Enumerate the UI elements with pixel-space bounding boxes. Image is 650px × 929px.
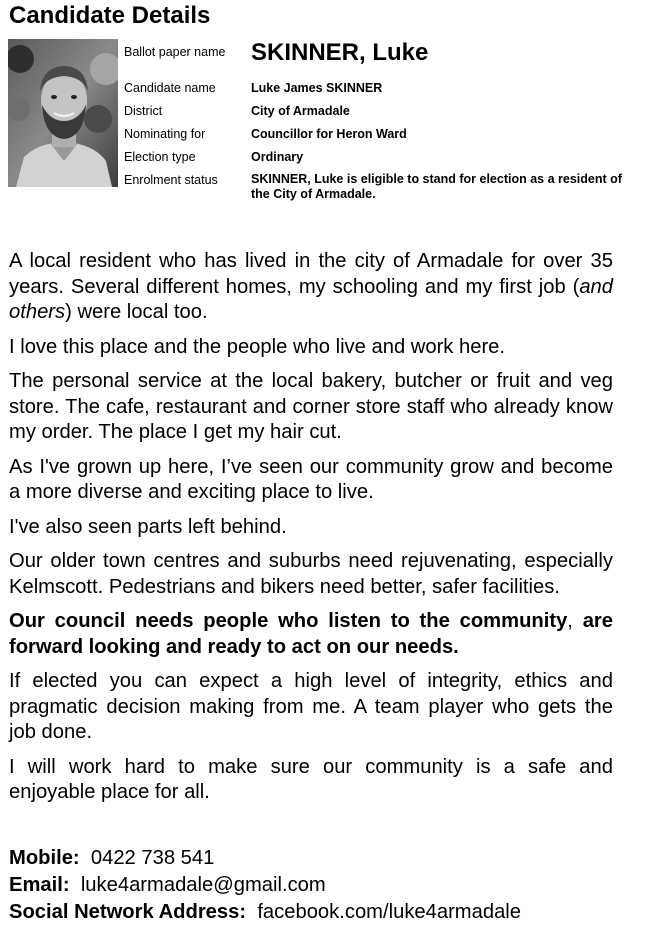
statement-paragraph: I love this place and the people who live and work here.: [9, 335, 506, 358]
detail-row: [124, 103, 644, 126]
candidate-portrait-image: [8, 39, 118, 187]
detail-value: Councillor for Heron Ward: [251, 127, 407, 141]
social-value[interactable]: facebook.com/luke4armadale: [257, 901, 522, 923]
detail-value: Luke James SKINNER: [251, 81, 383, 95]
detail-label: Election type: [124, 150, 196, 164]
detail-label: Enrolment status: [124, 173, 218, 187]
page-title: Candidate Details: [9, 2, 211, 29]
detail-value: City of Armadale: [251, 104, 350, 118]
email-label: Email:: [9, 874, 70, 896]
statement-paragraph: [9, 249, 613, 326]
statement-italic: and others: [9, 275, 613, 323]
mobile-value: 0422 738 541: [90, 847, 215, 869]
statement-paragraph: The personal service at the local bakery, butcher or fruit and veg store. The cafe, restaurant and corner store staff who already know my order. The place I get my hair cut.: [9, 370, 613, 443]
ballot-label: Ballot paper name: [124, 45, 226, 59]
detail-value: Ordinary: [251, 150, 304, 164]
candidate-photo: [8, 39, 118, 187]
statement-paragraph: As I've grown up here, I’ve seen our community grow and become a more diverse and exciting place to live.: [9, 455, 613, 503]
ballot-row: [124, 39, 644, 80]
mobile-label: Mobile:: [9, 847, 80, 869]
statement-text: ,: [567, 610, 583, 632]
candidate-details-table: [124, 39, 644, 201]
mobile-line: [9, 845, 639, 872]
ballot-name: SKINNER, Luke: [251, 39, 429, 66]
contact-details: [9, 845, 639, 926]
detail-value: SKINNER, Luke is eligible to stand for election as a resident of the City of Armadale.: [251, 172, 622, 201]
statement-paragraph: Our older town centres and suburbs need rejuvenating, especially Kelmscott. Pedestrians and bikers need better, safer facilities.: [9, 550, 613, 598]
statement-text: ) were local too.: [65, 301, 208, 323]
detail-label: Candidate name: [124, 81, 216, 95]
detail-label: Nominating for: [124, 127, 206, 141]
candidate-statement: [9, 249, 613, 815]
email-line: [9, 872, 639, 899]
statement-text: A local resident who has lived in the city of Armadale for over 35 years. Several different homes, my schooling and my first job (: [9, 250, 613, 298]
statement-bold: are forward looking and ready to act on our needs.: [9, 610, 613, 658]
detail-row: [124, 80, 644, 103]
statement-paragraph: [9, 609, 613, 660]
email-value[interactable]: luke4armadale@gmail.com: [80, 874, 326, 896]
social-line: [9, 899, 639, 926]
statement-paragraph: If elected you can expect a high level of integrity, ethics and pragmatic decision making from me. A team player who gets the job done.: [9, 670, 613, 743]
detail-row: [124, 149, 644, 172]
detail-row: [124, 172, 644, 201]
social-label: Social Network Address:: [9, 901, 247, 923]
statement-paragraph: I've also seen parts left behind.: [9, 515, 287, 538]
statement-paragraph: I will work hard to make sure our community is a safe and enjoyable place for all.: [9, 755, 613, 803]
detail-label: District: [124, 104, 163, 118]
statement-bold: Our council needs people who listen to the community: [9, 610, 568, 632]
detail-row: [124, 126, 644, 149]
